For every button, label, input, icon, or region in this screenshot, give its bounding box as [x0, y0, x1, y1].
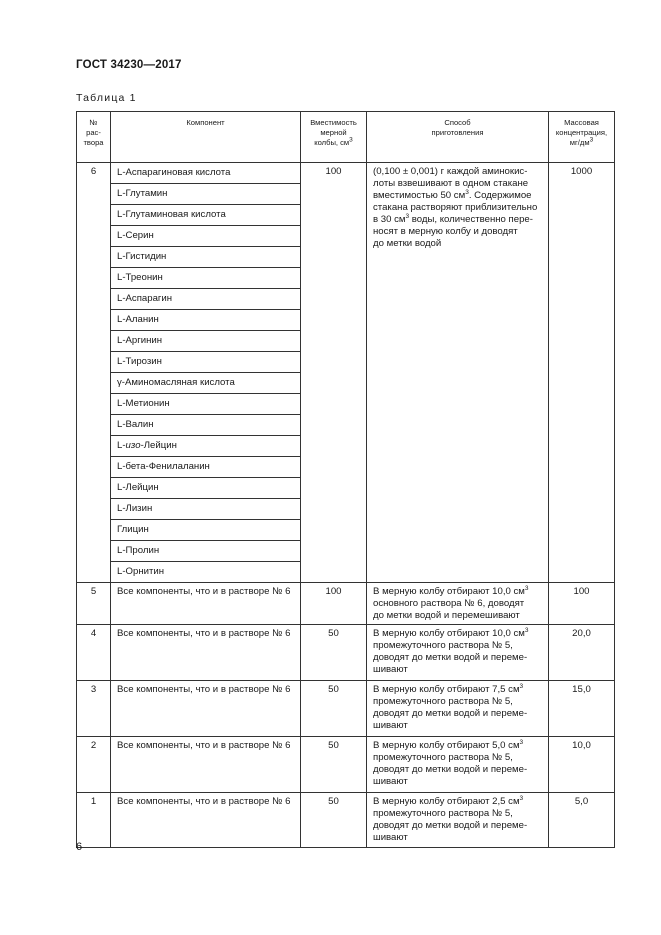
- preparation-method: В мерную колбу отбирают 7,5 $см^3$ промежуточного раствора № 5, доводят до метки водой и переме- шивают: [367, 681, 549, 737]
- component-item: L-Серин: [111, 226, 300, 247]
- component-item: L-Аспарагин: [111, 289, 300, 310]
- table-header-row: [77, 112, 615, 163]
- component-item: L-Лизин: [111, 499, 300, 520]
- flask-capacity: 50: [301, 681, 367, 737]
- component-item: Глицин: [111, 520, 300, 541]
- mass-concentration: 100: [549, 583, 615, 625]
- solution-number: 2: [77, 737, 111, 793]
- component-item: L-Аргинин: [111, 331, 300, 352]
- component-item: L-Тирозин: [111, 352, 300, 373]
- header-preparation-method: Способ приготовления: [367, 112, 549, 163]
- preparation-method: В мерную колбу отбирают 10,0 $см^3$ промежуточного раствора № 5, доводят до метки водой и переме- шивают: [367, 625, 549, 681]
- page-number: 6: [76, 841, 83, 853]
- component: Все компоненты, что и в растворе № 6: [111, 625, 301, 681]
- table-row-solution-5: [77, 583, 615, 625]
- flask-capacity: 100: [301, 163, 367, 583]
- component-list: [111, 163, 301, 583]
- component-item: L-Пролин: [111, 541, 300, 562]
- mass-concentration: 10,0: [549, 737, 615, 793]
- component: Все компоненты, что и в растворе № 6: [111, 681, 301, 737]
- component-item: L-Орнитин: [117, 566, 165, 577]
- preparation-method: В мерную колбу отбирают 5,0 $см^3$ промежуточного раствора № 5, доводят до метки водой и переме- шивают: [367, 737, 549, 793]
- table-row-solution-6: [77, 163, 615, 583]
- component-item: L-Треонин: [111, 268, 300, 289]
- mass-concentration: 1000: [549, 163, 615, 583]
- document-header: ГОСТ 34230—2017: [76, 59, 182, 71]
- table-row-solution-1: [77, 793, 615, 848]
- table-row-solution-3: [77, 681, 615, 737]
- solutions-table: [76, 111, 615, 848]
- preparation-method: (0,100 ± 0,001) г каждой аминокис- лоты взвешивают в одном стакане вместимостью 50 $см^3$. Содержимое стакана растворяют приблизительно в 30 $см^3$ воды, количественно пере- носят в мерную колбу и доводят до метки водой: [367, 163, 549, 583]
- flask-capacity: 50: [301, 793, 367, 848]
- component: Все компоненты, что и в растворе № 6: [111, 793, 301, 848]
- component-item: L-Метионин: [111, 394, 300, 415]
- preparation-method: В мерную колбу отбирают 10,0 $см^3$ основного раствора № 6, доводят до метки водой и перемешивают: [367, 583, 549, 625]
- preparation-method: В мерную колбу отбирают 2,5 $см^3$ промежуточного раствора № 5, доводят до метки водой и переме- шивают: [367, 793, 549, 848]
- header-component: Компонент: [111, 112, 301, 163]
- solution-number: 4: [77, 625, 111, 681]
- component-item: L-Лейцин: [111, 478, 300, 499]
- component-item: L-изо-Лейцин: [111, 436, 300, 457]
- component-item: γ-Аминомасляная кислота: [111, 373, 300, 394]
- mass-concentration: 15,0: [549, 681, 615, 737]
- component-item: L-Глутамин: [111, 184, 300, 205]
- mass-concentration: 20,0: [549, 625, 615, 681]
- mass-concentration: 5,0: [549, 793, 615, 848]
- component-item: L-Гистидин: [111, 247, 300, 268]
- component-item: L-Аспарагиновая кислота: [111, 163, 300, 184]
- table-row-solution-4: [77, 625, 615, 681]
- component-item: L-бета-Фенилаланин: [111, 457, 300, 478]
- component-item: L-Глутаминовая кислота: [111, 205, 300, 226]
- solution-number: 5: [77, 583, 111, 625]
- solution-number: 3: [77, 681, 111, 737]
- component-item: L-Валин: [111, 415, 300, 436]
- table-row-solution-2: [77, 737, 615, 793]
- flask-capacity: 50: [301, 737, 367, 793]
- table-caption: Таблица 1: [76, 92, 137, 104]
- solution-number: 1: [77, 793, 111, 848]
- flask-capacity: 100: [301, 583, 367, 625]
- header-mass-concentration: Массовая концентрация, $мг/дм^3$: [549, 112, 615, 163]
- flask-capacity: 50: [301, 625, 367, 681]
- component: Все компоненты, что и в растворе № 6: [111, 583, 301, 625]
- header-solution-number: № рас- твора: [77, 112, 111, 163]
- solution-number: 6: [77, 163, 111, 583]
- header-flask-capacity: Вместимость мерной колбы, $см^3$: [301, 112, 367, 163]
- component: Все компоненты, что и в растворе № 6: [111, 737, 301, 793]
- component-item: L-Аланин: [111, 310, 300, 331]
